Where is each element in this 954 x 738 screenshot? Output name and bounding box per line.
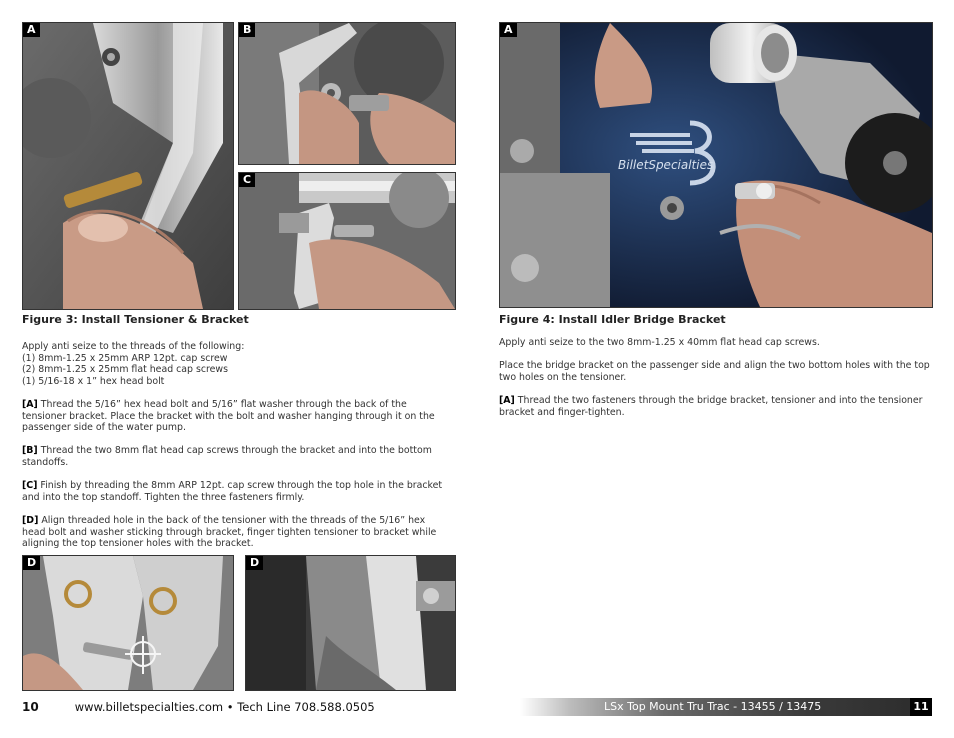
anti-seize-paragraph: Apply anti seize to the two 8mm-1.25 x 40mm flat head cap screws. — [499, 337, 820, 348]
photo-a-idler-bridge — [499, 22, 933, 308]
figure-3-instructions — [22, 341, 450, 550]
photo-d1-label: D — [23, 556, 40, 570]
figure-4-caption: Figure 4: Install Idler Bridge Bracket — [499, 313, 726, 326]
step-b-paragraph — [22, 445, 450, 468]
figure-3-caption: Figure 3: Install Tensioner & Bracket — [22, 313, 249, 326]
step-text: Thread the 5/16” hex head bolt and 5/16” flat washer through the back of the tensioner bracket. Place the bracket with the bolt and washer hanging through it on the passenger side of the water pump. — [22, 398, 435, 434]
photo-a-illustration — [23, 23, 233, 309]
photo-d2-illustration — [246, 556, 455, 690]
photo-d2-label: D — [246, 556, 263, 570]
parts-list-item: (2) 8mm-1.25 x 25mm flat head cap screws — [22, 364, 228, 376]
anti-seize-parts-list — [22, 341, 450, 387]
anti-seize-intro: Apply anti seize to the threads of the following: — [22, 341, 245, 352]
parts-list-item: (1) 5/16-18 x 1” hex head bolt — [22, 375, 165, 387]
step-text: Align threaded hole in the back of the tensioner with the threads of the 5/16” hex head bolt and washer sticking through bracket, finger tighten tensioner to bracket while aligning the top tensioner holes with the bracket. — [22, 514, 437, 550]
photo-a-tensioner-bracket — [22, 22, 234, 310]
photo-b-label: B — [239, 23, 255, 37]
step-c-paragraph — [22, 480, 450, 503]
photo-b-illustration — [239, 23, 455, 164]
step-text: Thread the two fasteners through the bridge bracket, tensioner and into the tensioner bracket and finger-tighten. — [499, 394, 923, 418]
photo-b-flat-head-screws — [238, 22, 456, 165]
photo-right-a-label: A — [500, 23, 517, 37]
page-number-right: 11 — [910, 698, 932, 716]
photo-d-align-tensioner — [22, 555, 234, 691]
footer-contact: www.billetspecialties.com • Tech Line 708.588.0505 — [74, 700, 375, 714]
photo-c-label: C — [239, 173, 255, 187]
parts-list-item: (1) 8mm-1.25 x 25mm ARP 12pt. cap screw — [22, 352, 228, 364]
step-d-paragraph — [22, 515, 450, 550]
photo-c-arp-cap-screw — [238, 172, 456, 310]
step-text: Finish by threading the 8mm ARP 12pt. cap screw through the top hole in the bracket and into the top standoff. Tighten the three fasteners firmly. — [22, 480, 443, 503]
photo-d-tensioner-mounted — [245, 555, 456, 691]
bridge-bracket-paragraph: Place the bridge bracket on the passenger side and align the two bottom holes with the top two holes on the tensioner. — [499, 360, 930, 383]
page-number-left: 10 — [22, 700, 39, 714]
step-a-paragraph — [499, 395, 932, 418]
photo-right-a-illustration — [500, 23, 932, 307]
step-a-paragraph — [22, 399, 450, 434]
step-tag: [A] — [499, 394, 515, 406]
step-text: Thread the two 8mm flat head cap screws through the bracket and into the bottom standoffs. — [22, 445, 432, 468]
left-page-footer — [22, 700, 375, 714]
figure-4-instructions — [499, 337, 932, 418]
step-tag: [B] — [22, 445, 38, 457]
step-tag: [D] — [22, 514, 39, 526]
photo-c-illustration — [239, 173, 455, 309]
step-tag: [C] — [22, 480, 38, 492]
photo-d1-illustration — [23, 556, 233, 690]
photo-a-label: A — [23, 23, 40, 37]
engraved-logo-text: BilletSpecialties — [618, 158, 714, 172]
step-tag: [A] — [22, 398, 38, 410]
right-page-footer — [520, 698, 932, 716]
footer-product-title: LSx Top Mount Tru Trac - 13455 / 13475 — [604, 700, 822, 713]
